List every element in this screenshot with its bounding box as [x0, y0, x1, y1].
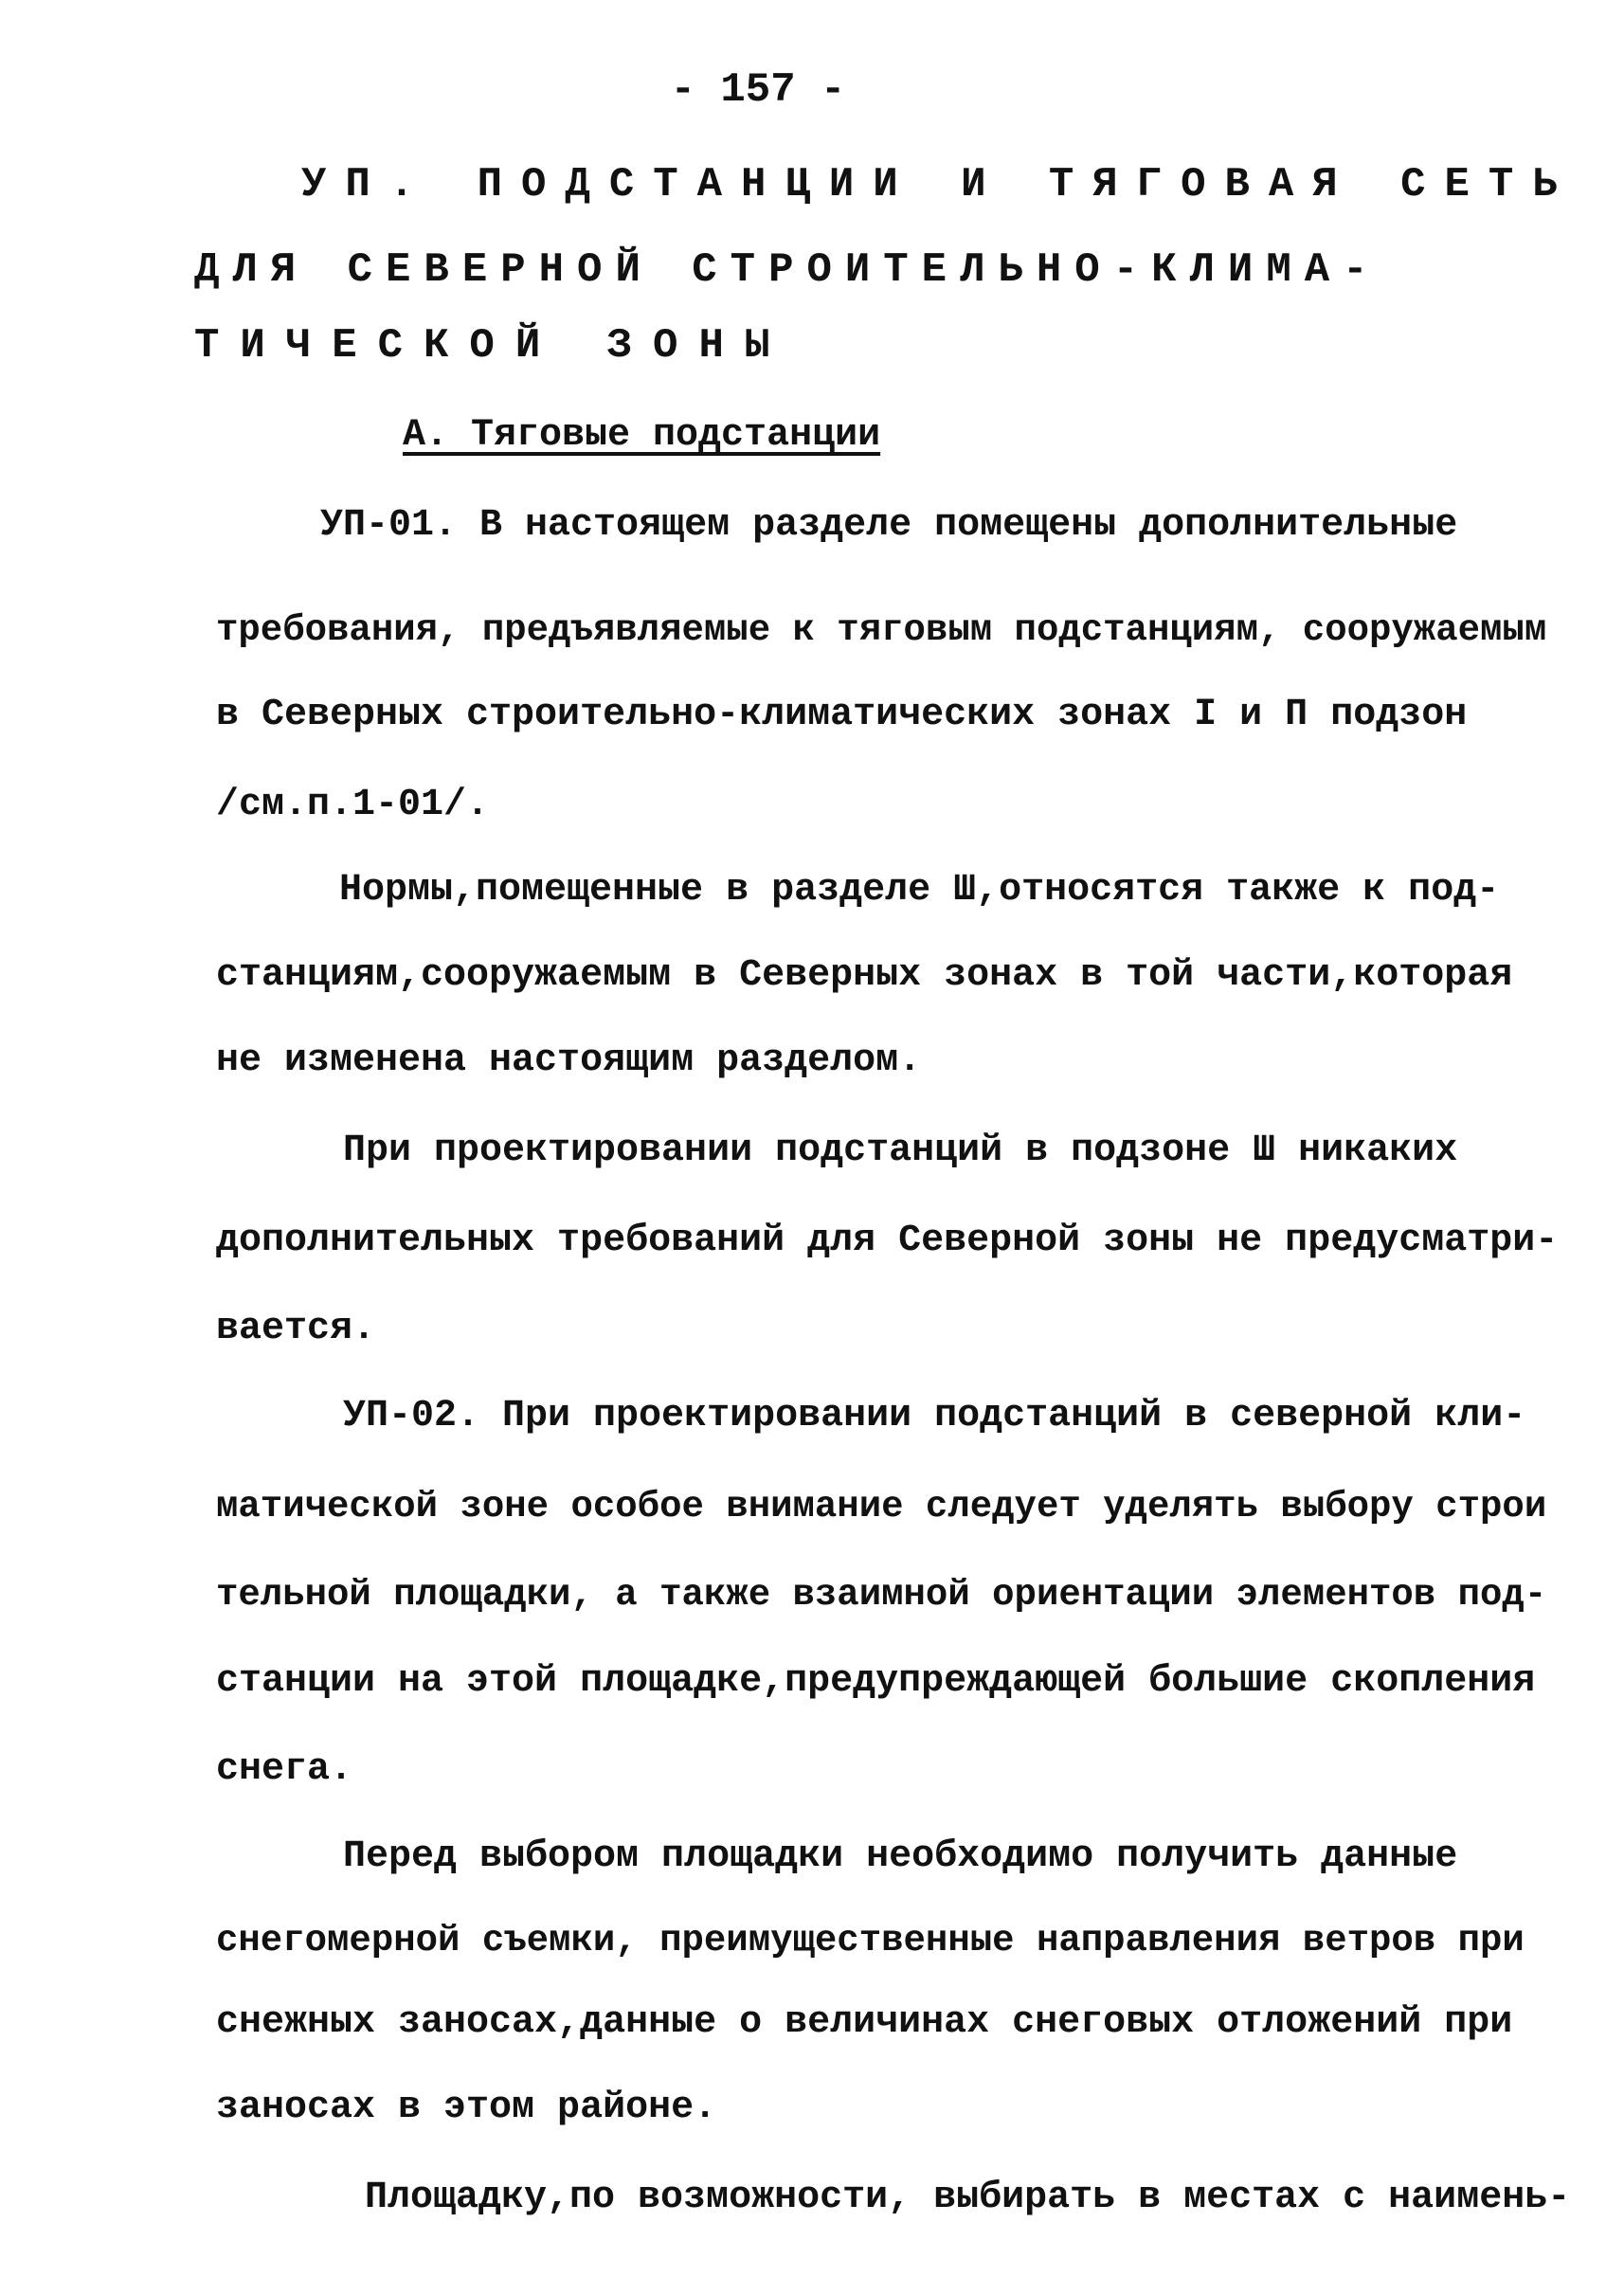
- text-line: Перед выбором площадки необходимо получить данные: [343, 1835, 1458, 1878]
- section-heading-line-1: УП. ПОДСТАНЦИИ И ТЯГОВАЯ СЕТЬ: [301, 161, 1577, 208]
- section-heading-line-3: ТИЧЕСКОЙ ЗОНЫ: [194, 322, 791, 370]
- text-line: снегомерной съемки, преимущественные направления ветров при: [216, 1920, 1525, 1961]
- subsection-heading: А. Тяговые подстанции: [403, 414, 881, 457]
- text-line: /см.п.1-01/.: [216, 784, 490, 826]
- text-line: не изменена настоящим разделом.: [216, 1039, 922, 1082]
- text-line: матической зоне особое внимание следует уделять выбору строи: [216, 1486, 1547, 1527]
- text-line: УП-02. При проектировании подстанций в северной кли-: [343, 1395, 1526, 1437]
- text-line: в Северных строительно-климатических зонах I и П подзон: [216, 694, 1468, 736]
- section-heading-line-2: ДЛЯ СЕВЕРНОЙ СТРОИТЕЛЬНО-КЛИМА-: [194, 246, 1381, 294]
- text-line: Площадку,по возможности, выбирать в местах с наимень-: [365, 2177, 1571, 2219]
- text-line: станции на этой площадке,предупреждающей большие скопления: [216, 1660, 1536, 1703]
- text-line: требования, предъявляемые к тяговым подстанциям, сооружаемым: [216, 609, 1547, 651]
- text-line: снега.: [216, 1748, 353, 1791]
- text-line: дополнительных требований для Северной зоны не предусматри-: [216, 1220, 1559, 1262]
- page-number: - 157 -: [670, 66, 846, 114]
- text-line: снежных заносах,данные о величинах снеговых отложений при: [216, 2001, 1513, 2044]
- text-line: тельной площадки, а также взаимной ориентации элементов под-: [216, 1574, 1547, 1616]
- text-line: станциям,сооружаемым в Северных зонах в той части,которая: [216, 954, 1513, 997]
- text-line: Нормы,помещенные в разделе Ш,относятся также к под-: [339, 869, 1500, 912]
- text-line: При проектировании подстанций в подзоне Ш никаких: [343, 1129, 1458, 1172]
- text-line: заносах в этом районе.: [216, 2087, 717, 2129]
- text-line: УП-01. В настоящем разделе помещены дополнительные: [320, 504, 1458, 547]
- text-line: вается.: [216, 1308, 376, 1350]
